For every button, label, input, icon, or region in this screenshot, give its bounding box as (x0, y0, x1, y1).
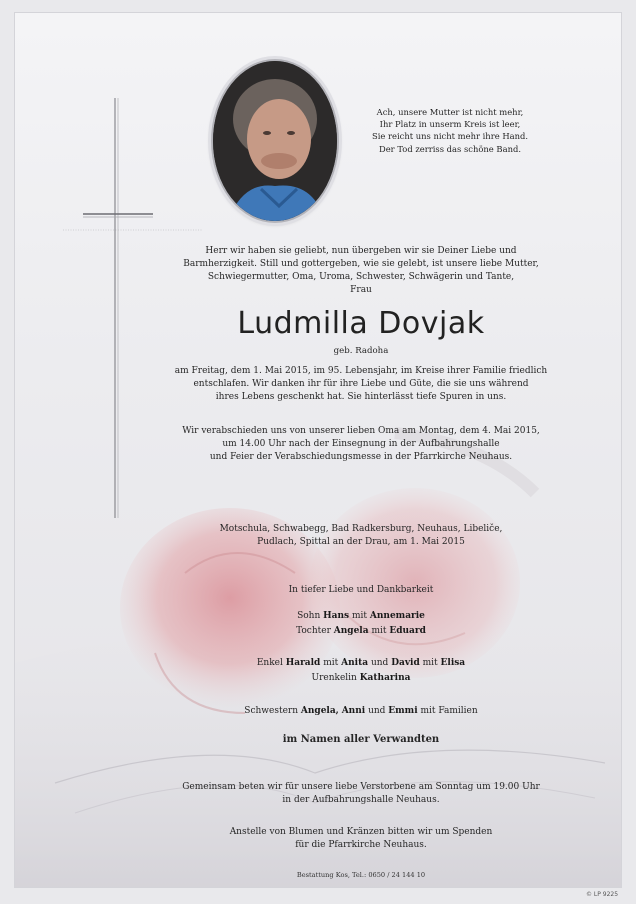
relatives-line: im Namen aller Verwandten (282, 734, 440, 745)
farewell-text (165, 425, 557, 464)
intro-line: Frau (350, 285, 372, 295)
funeral-home-contact: Bestattung Kos, Tel.: 0650 / 24 144 10 (296, 871, 426, 879)
grandchild-partner-name: Elisa (440, 658, 466, 668)
deceased-name: Ludmilla Dovjak (237, 306, 485, 341)
children-line-daughter (165, 625, 557, 638)
farewell-line: und Feier der Verabschiedungsmesse in der Pfarrkirche Neuhaus. (209, 452, 513, 462)
grandchild-partner-name: Anita (341, 658, 369, 668)
sisters-suffix: mit Familien (420, 706, 478, 716)
death-notice-line: ihres Lebens geschenkt hat. Sie hinterlässt tiefe Spuren in uns. (215, 392, 507, 402)
farewell-line: Wir verabschieden uns von unserer lieben Oma am Montag, dem 4. Mai 2015, (182, 426, 540, 436)
farewell-line: um 14.00 Uhr nach der Einsegnung in der Aufbahrungshalle (222, 439, 500, 449)
grandchild-name: David (391, 658, 420, 668)
prayer-line: in der Aufbahrungshalle Neuhaus. (282, 795, 440, 805)
daughter-name: Angela (333, 626, 369, 636)
places-line: Motschula, Schwabegg, Bad Radkersburg, Neuhaus, Libeliče, (219, 524, 503, 534)
death-notice-line: entschlafen. Wir danken ihr für ihre Liebe und Güte, die sie uns während (193, 379, 529, 389)
grand-with: mit (323, 658, 339, 668)
donation-line: für die Pfarrkirche Neuhaus. (295, 840, 427, 850)
maiden-name: geb. Radoha (333, 346, 389, 356)
places-line: Pudlach, Spittal an der Drau, am 1. Mai 2015 (257, 537, 465, 547)
daughter-husband-name: Eduard (389, 626, 426, 636)
poem-line: Der Tod zerriss das schöne Band. (379, 143, 521, 154)
sisters-and: und (368, 706, 386, 716)
poem-line: Ach, unsere Mutter ist nicht mehr, (376, 107, 524, 117)
poem (335, 106, 565, 155)
rose-right (310, 488, 520, 678)
children-line-son (165, 610, 557, 623)
prayer-line: Gemeinsam beten wir für unsere liebe Verstorbene am Sonntag um 19.00 Uhr (182, 782, 540, 792)
grand-with: mit (422, 658, 438, 668)
sister-name: Angela, (300, 706, 339, 716)
obituary-page (14, 12, 622, 888)
son-name: Hans (323, 611, 350, 621)
son-with: mit (351, 611, 367, 621)
son-prefix: Sohn (297, 611, 321, 621)
places-date (165, 523, 557, 549)
death-notice-line: am Freitag, dem 1. Mai 2015, im 95. Lebensjahr, im Kreise ihrer Familie friedlich (174, 366, 548, 376)
death-notice (165, 365, 557, 404)
donation-line: Anstelle von Blumen und Kränzen bitten wir um Spenden (229, 827, 493, 837)
intro-text (165, 245, 557, 297)
intro-line: Herr wir haben sie geliebt, nun übergeben wir sie Deiner Liebe und (205, 246, 517, 256)
poem-line: Ihr Platz in unserm Kreis ist leer, (379, 119, 521, 130)
son-wife-name: Annemarie (369, 611, 425, 621)
sister-name: Anni (341, 706, 366, 716)
great-grandchild-name: Katharina (359, 673, 411, 683)
sisters-prefix: Schwestern (244, 706, 298, 716)
template-code: © LP 9225 (586, 891, 619, 898)
poem-line: Sie reicht uns nicht mehr ihre Hand. (371, 131, 529, 142)
sisters-line (165, 705, 557, 718)
grand-and: und (370, 658, 389, 668)
intro-line: Schwiegermutter, Oma, Uroma, Schwester, Schwägerin und Tante, (207, 272, 515, 282)
grand-prefix: Enkel (256, 658, 283, 668)
donation-text (165, 826, 557, 852)
sister-name: Emmi (388, 706, 418, 716)
great-grandchild-line (165, 672, 557, 685)
daughter-with: mit (371, 626, 387, 636)
mourners-intro: In tiefer Liebe und Dankbarkeit (288, 585, 434, 595)
grandchild-name: Harald (285, 658, 321, 668)
intro-line: Barmherzigkeit. Still und gottergeben, wie sie gelebt, ist unsere liebe Mutter, (183, 259, 539, 269)
great-prefix: Urenkelin (311, 673, 357, 683)
daughter-prefix: Tochter (296, 626, 331, 636)
prayer-text (165, 781, 557, 807)
grandchildren-line (165, 657, 557, 670)
portrait-photo (211, 59, 339, 223)
